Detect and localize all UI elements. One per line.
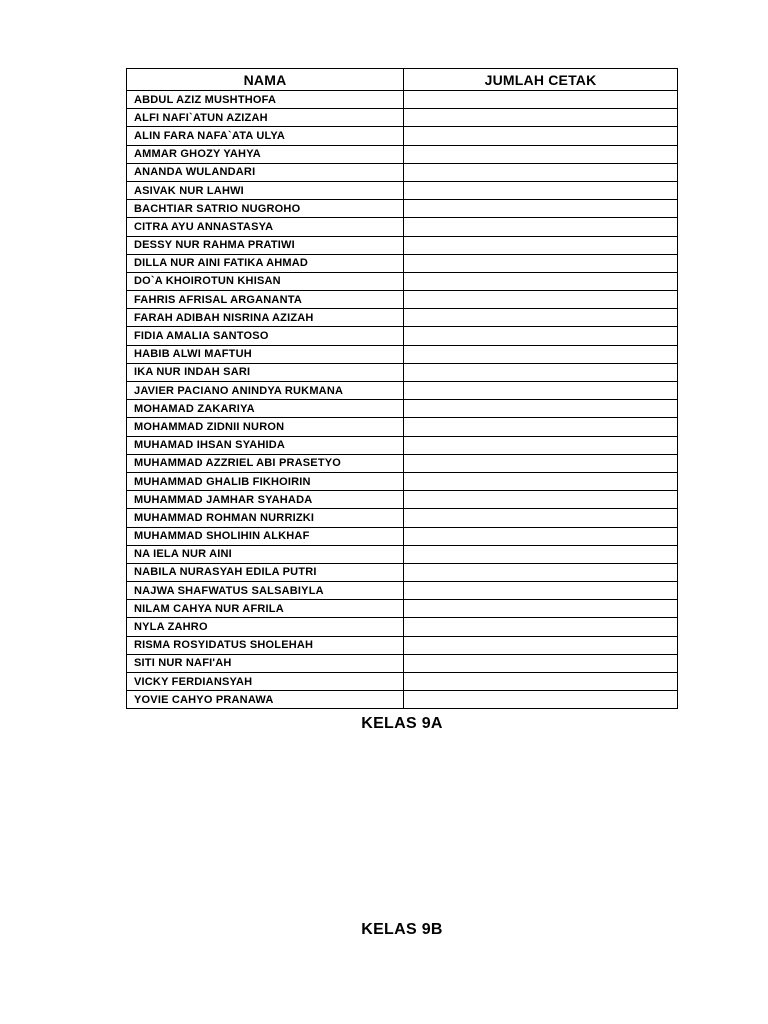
table-row <box>127 582 678 600</box>
table-row <box>127 691 678 709</box>
student-name-cell: NILAM CAHYA NUR AFRILA <box>127 600 404 618</box>
table-row <box>127 472 678 490</box>
student-name-cell: FAHRIS AFRISAL ARGANANTA <box>127 291 404 309</box>
table-row <box>127 418 678 436</box>
student-name-cell: RISMA ROSYIDATUS SHOLEHAH <box>127 636 404 654</box>
print-count-cell[interactable] <box>404 582 678 600</box>
table-row <box>127 91 678 109</box>
print-count-cell[interactable] <box>404 600 678 618</box>
student-name-cell: DO`A KHOIROTUN KHISAN <box>127 272 404 290</box>
print-count-cell[interactable] <box>404 218 678 236</box>
print-count-cell[interactable] <box>404 436 678 454</box>
student-name-cell: VICKY FERDIANSYAH <box>127 673 404 691</box>
print-count-cell[interactable] <box>404 309 678 327</box>
student-name-cell: NABILA NURASYAH EDILA PUTRI <box>127 563 404 581</box>
print-count-cell[interactable] <box>404 236 678 254</box>
table-row <box>127 363 678 381</box>
table-row <box>127 673 678 691</box>
column-header-name: NAMA <box>127 69 404 91</box>
table-row <box>127 563 678 581</box>
student-name-cell: DESSY NUR RAHMA PRATIWI <box>127 236 404 254</box>
column-header-print-count: JUMLAH CETAK <box>404 69 678 91</box>
table-row <box>127 618 678 636</box>
print-count-cell[interactable] <box>404 418 678 436</box>
student-name-cell: MUHAMMAD SHOLIHIN ALKHAF <box>127 527 404 545</box>
table-row <box>127 509 678 527</box>
print-count-cell[interactable] <box>404 363 678 381</box>
student-name-cell: MOHAMAD ZAKARIYA <box>127 400 404 418</box>
print-count-cell[interactable] <box>404 545 678 563</box>
student-name-cell: CITRA AYU ANNASTASYA <box>127 218 404 236</box>
student-name-cell: AMMAR GHOZY YAHYA <box>127 145 404 163</box>
student-name-cell: JAVIER PACIANO ANINDYA RUKMANA <box>127 382 404 400</box>
table-row <box>127 272 678 290</box>
student-name-cell: NYLA ZAHRO <box>127 618 404 636</box>
student-name-cell: NA IELA NUR AINI <box>127 545 404 563</box>
print-count-cell[interactable] <box>404 345 678 363</box>
student-name-cell: ABDUL AZIZ MUSHTHOFA <box>127 91 404 109</box>
table-row <box>127 236 678 254</box>
table-row <box>127 181 678 199</box>
print-count-cell[interactable] <box>404 181 678 199</box>
print-count-cell[interactable] <box>404 636 678 654</box>
print-count-cell[interactable] <box>404 454 678 472</box>
student-name-cell: MOHAMMAD ZIDNII NURON <box>127 418 404 436</box>
table-row <box>127 309 678 327</box>
print-count-cell[interactable] <box>404 109 678 127</box>
class-label-9a: KELAS 9A <box>361 715 443 732</box>
print-count-cell[interactable] <box>404 618 678 636</box>
print-count-cell[interactable] <box>404 145 678 163</box>
table-row <box>127 454 678 472</box>
student-name-cell: FARAH ADIBAH NISRINA AZIZAH <box>127 309 404 327</box>
print-count-cell[interactable] <box>404 400 678 418</box>
student-name-cell: ALIN FARA NAFA`ATA ULYA <box>127 127 404 145</box>
student-name-cell: ANANDA WULANDARI <box>127 163 404 181</box>
print-count-cell[interactable] <box>404 691 678 709</box>
table-row <box>127 345 678 363</box>
print-count-cell[interactable] <box>404 654 678 672</box>
student-name-cell: MUHAMMAD JAMHAR SYAHADA <box>127 491 404 509</box>
table-row <box>127 127 678 145</box>
student-name-cell: ALFI NAFI`ATUN AZIZAH <box>127 109 404 127</box>
print-count-cell[interactable] <box>404 472 678 490</box>
student-name-cell: HABIB ALWI MAFTUH <box>127 345 404 363</box>
table-row <box>127 382 678 400</box>
print-count-cell[interactable] <box>404 527 678 545</box>
table-row <box>127 600 678 618</box>
student-name-cell: DILLA NUR AINI FATIKA AHMAD <box>127 254 404 272</box>
print-count-cell[interactable] <box>404 491 678 509</box>
table-row <box>127 436 678 454</box>
student-name-cell: ASIVAK NUR LAHWI <box>127 181 404 199</box>
class-label-9b: KELAS 9B <box>361 921 443 938</box>
student-name-cell: NAJWA SHAFWATUS SALSABIYLA <box>127 582 404 600</box>
student-name-cell: MUHAMMAD GHALIB FIKHOIRIN <box>127 472 404 490</box>
student-name-cell: BACHTIAR SATRIO NUGROHO <box>127 200 404 218</box>
table-row <box>127 545 678 563</box>
table-row <box>127 163 678 181</box>
print-count-cell[interactable] <box>404 291 678 309</box>
print-count-cell[interactable] <box>404 509 678 527</box>
print-count-cell[interactable] <box>404 327 678 345</box>
print-count-cell[interactable] <box>404 127 678 145</box>
table-row <box>127 491 678 509</box>
print-count-cell[interactable] <box>404 163 678 181</box>
table-row <box>127 527 678 545</box>
table-row <box>127 636 678 654</box>
student-name-cell: IKA NUR INDAH SARI <box>127 363 404 381</box>
table-row <box>127 291 678 309</box>
student-print-table <box>126 68 678 709</box>
table-body <box>127 91 678 709</box>
student-name-cell: SITI NUR NAFI'AH <box>127 654 404 672</box>
table-header-row <box>127 69 678 91</box>
print-count-cell[interactable] <box>404 272 678 290</box>
table-row <box>127 654 678 672</box>
print-count-cell[interactable] <box>404 563 678 581</box>
student-name-cell: YOVIE CAHYO PRANAWA <box>127 691 404 709</box>
print-count-cell[interactable] <box>404 673 678 691</box>
table-row <box>127 400 678 418</box>
print-count-cell[interactable] <box>404 382 678 400</box>
table-row <box>127 254 678 272</box>
table-row <box>127 145 678 163</box>
print-count-cell[interactable] <box>404 91 678 109</box>
print-count-cell[interactable] <box>404 200 678 218</box>
table-row <box>127 109 678 127</box>
table-row <box>127 327 678 345</box>
student-name-cell: MUHAMMAD AZZRIEL ABI PRASETYO <box>127 454 404 472</box>
student-name-cell: MUHAMAD IHSAN SYAHIDA <box>127 436 404 454</box>
table-row <box>127 218 678 236</box>
print-count-cell[interactable] <box>404 254 678 272</box>
student-name-cell: MUHAMMAD ROHMAN NURRIZKI <box>127 509 404 527</box>
table-row <box>127 200 678 218</box>
student-name-cell: FIDIA AMALIA SANTOSO <box>127 327 404 345</box>
